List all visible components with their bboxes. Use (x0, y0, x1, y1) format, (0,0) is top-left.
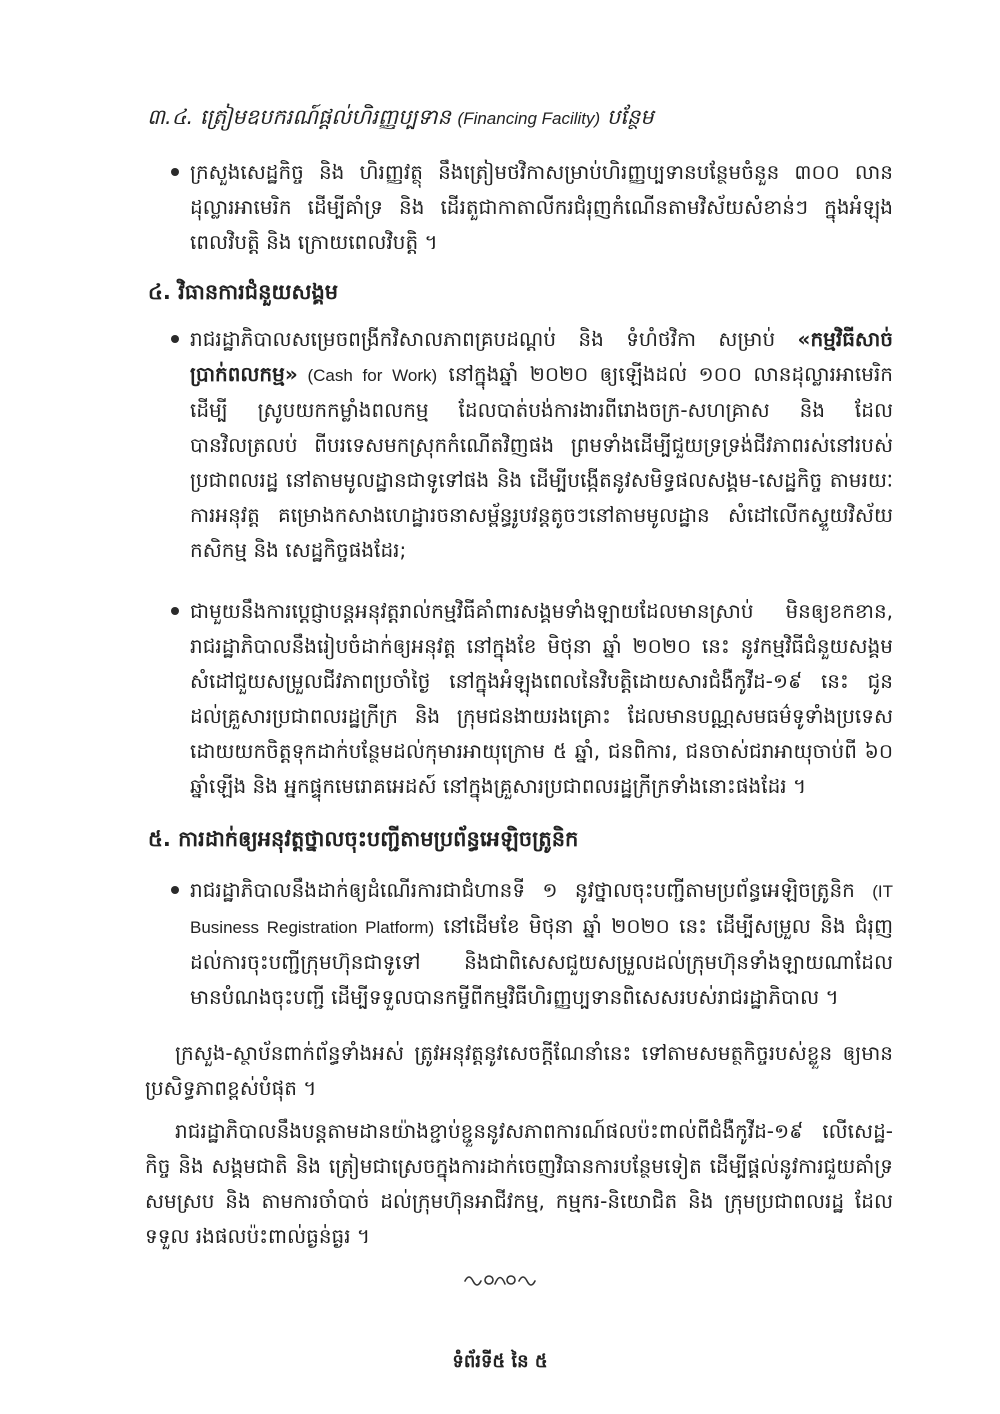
page-number: ទំព័រទី៥ នៃ ៥ (452, 1351, 548, 1372)
bullet-text (190, 322, 893, 568)
section-heading-4: ៤. វិធានការជំនួយសង្គម (148, 280, 339, 304)
program-name-latin: (Cash for Work) (297, 366, 438, 385)
ornament-icon (460, 1267, 540, 1293)
section-heading-3-4 (145, 100, 893, 136)
platform-name-latin: (IT Business Registration Platform) (190, 882, 893, 937)
bullet-icon (171, 607, 179, 615)
program-name-bold: «កម្មវិធីសាច់ប្រាក់ពលកម្ម» (190, 327, 893, 386)
heading-text: បន្ថែម (600, 105, 654, 129)
bullet-icon (171, 168, 179, 176)
bullet-icon (171, 335, 179, 343)
section-heading-5: ៥. ការដាក់ឲ្យអនុវត្តថ្នាលចុះបញ្ជីតាមប្រព័ន្ធអេឡិចត្រូនិក (148, 827, 579, 851)
bullet-text (190, 873, 893, 1015)
bullet-text-part: រាជរដ្ឋាភិបាលនឹងដាក់ឲ្យដំណើរការជាជំហានទី ១ នូវថ្នាលចុះបញ្ជីតាមប្រព័ន្ធអេឡិចត្រូនិក (190, 878, 873, 902)
bullet-item-cash-for-work (145, 322, 893, 568)
bullet-text-part: នៅដើមខែ មិថុនា ឆ្នាំ ២០២០ នេះ ដើម្បីសម្រួល និង ជំរុញ ដល់ការចុះបញ្ជីក្រុមហ៊ុនជាទូទៅ និងជាពិសេសជួយសម្រួលដល់ក្រុមហ៊ុនទាំងឡាយណាដែល មានបំណងចុះបញ្ជី ដើម្បីទទួលបានកម្ចីពីកម្មវិធីហិរញ្ញប្បទានពិសេសរបស់រាជរដ្ឋាភិបាល ។ (190, 914, 894, 1009)
bullet-text: ក្រសួងសេដ្ឋកិច្ច និង ហិរញ្ញវត្ថុ នឹងត្រៀមថវិកាសម្រាប់ហិរញ្ញប្បទានបន្ថែមចំនួន ៣០០ លាន ដុល្លារអាមេរិក ដើម្បីគាំទ្រ និង ដើរតួជាកាតាលីករជំរុញកំណើនតាមវិស័យសំខាន់ៗ ក្នុងអំឡុង ពេលវិបត្តិ និង ក្រោយពេលវិបត្តិ ។ (190, 160, 893, 254)
heading-latin-text: (Financing Facility) (457, 109, 601, 128)
document-body (145, 100, 893, 1254)
bullet-item-social-assistance (145, 594, 893, 804)
closing-paragraph: ក្រសួង-ស្ថាប័នពាក់ព័ន្ធទាំងអស់ ត្រូវអនុវត្តនូវសេចក្តីណែនាំនេះ ទៅតាមសមត្ថកិច្ចរបស់ខ្លួន ឲ្យមាន ប្រសិទ្ធភាពខ្ពស់បំផុត ។ (145, 1041, 893, 1100)
bullet-text-part: រាជរដ្ឋាភិបាលសម្រេចពង្រីកវិសាលភាពគ្របដណ្តប់ និង ទំហំថវិកា សម្រាប់ (190, 327, 798, 351)
bullet-item-registration (145, 873, 893, 1015)
bullet-item-financing (145, 155, 893, 260)
bullet-text: ជាមួយនឹងការប្តេជ្ញាបន្តអនុវត្តរាល់កម្មវិធីគាំពារសង្គមទាំងឡាយដែលមានស្រាប់ មិនឲ្យខកខាន, រាជរដ្ឋាភិបាលនឹងរៀបចំដាក់ឲ្យអនុវត្ត នៅក្នុងខែ មិថុនា ឆ្នាំ ២០២០ នេះ នូវកម្មវិធីជំនួយសង្គម សំដៅជួយសម្រួលជីវភាពប្រចាំថ្ងៃ នៅក្នុងអំឡុងពេលនៃវិបត្តិដោយសារជំងឺកូវីដ-១៩ នេះ ជូន ដល់គ្រួសារប្រជាពលរដ្ឋក្រីក្រ និង ក្រុមជនងាយរងគ្រោះ ដែលមានបណ្ណសមធម៌ទូទាំងប្រទេស ដោយយកចិត្តទុកដាក់បន្ថែមដល់កុមារអាយុក្រោម ៥ ឆ្នាំ, ជនពិការ, ជនចាស់ជរាអាយុចាប់ពី ៦០ ឆ្នាំឡើង និង អ្នកផ្ទុកមេរោគអេដស៍ នៅក្នុងគ្រួសារប្រជាពលរដ្ឋក្រីក្រទាំងនោះផងដែរ ។ (190, 599, 893, 798)
heading-text: ៣.៤. ត្រៀមឧបករណ៍ផ្តល់ហិរញ្ញប្បទាន (147, 105, 458, 129)
closing-paragraph: រាជរដ្ឋាភិបាលនឹងបន្តតាមដានយ៉ាងខ្ជាប់ខ្ជួននូវសភាពការណ៍ផលប៉ះពាល់ពីជំងឺកូវីដ-១៩ លើសេដ្ឋ-កិច្ច និង សង្គមជាតិ និង ត្រៀមជាស្រេចក្នុងការដាក់ចេញវិធានការបន្ថែមទៀត ដើម្បីផ្តល់នូវការជួយគាំទ្រ សមស្រប និង តាមការចាំបាច់ ដល់ក្រុមហ៊ុនអាជីវកម្ម, កម្មករ-និយោជិត និង ក្រុមប្រជាពលរដ្ឋ ដែលទទួល រងផលប៉ះពាល់ធ្ងន់ធ្ងរ ។ (145, 1119, 893, 1248)
bullet-icon (171, 886, 179, 894)
ornament-icon-graphic (460, 1267, 540, 1293)
bullet-text-part: នៅក្នុងឆ្នាំ ២០២០ ឲ្យឡើងដល់ ១០០ លានដុល្លារអាមេរិក ដើម្បី ស្រូបយកកម្លាំងពលកម្ម ដែលបាត់បង់ការងារពីរោងចក្រ-សហគ្រាស និង ដែលបានវិលត្រលប់ ពីបរទេសមកស្រុកកំណើតវិញផង ព្រមទាំងដើម្បីជួយទ្រទ្រង់ជីវភាពរស់នៅរបស់ប្រជាពលរដ្ឋ នៅតាមមូលដ្ឋានជាទូទៅផង និង ដើម្បីបង្កើតនូវសមិទ្ធផលសង្គម-សេដ្ឋកិច្ច តាមរយៈការអនុវត្ត គម្រោងកសាងហេដ្ឋារចនាសម្ព័ន្ធរូបវន្តតូចៗនៅតាមមូលដ្ឋាន សំដៅលើកស្ទួយវិស័យកសិកម្ម និង សេដ្ឋកិច្ចផងដែរ; (190, 362, 894, 562)
